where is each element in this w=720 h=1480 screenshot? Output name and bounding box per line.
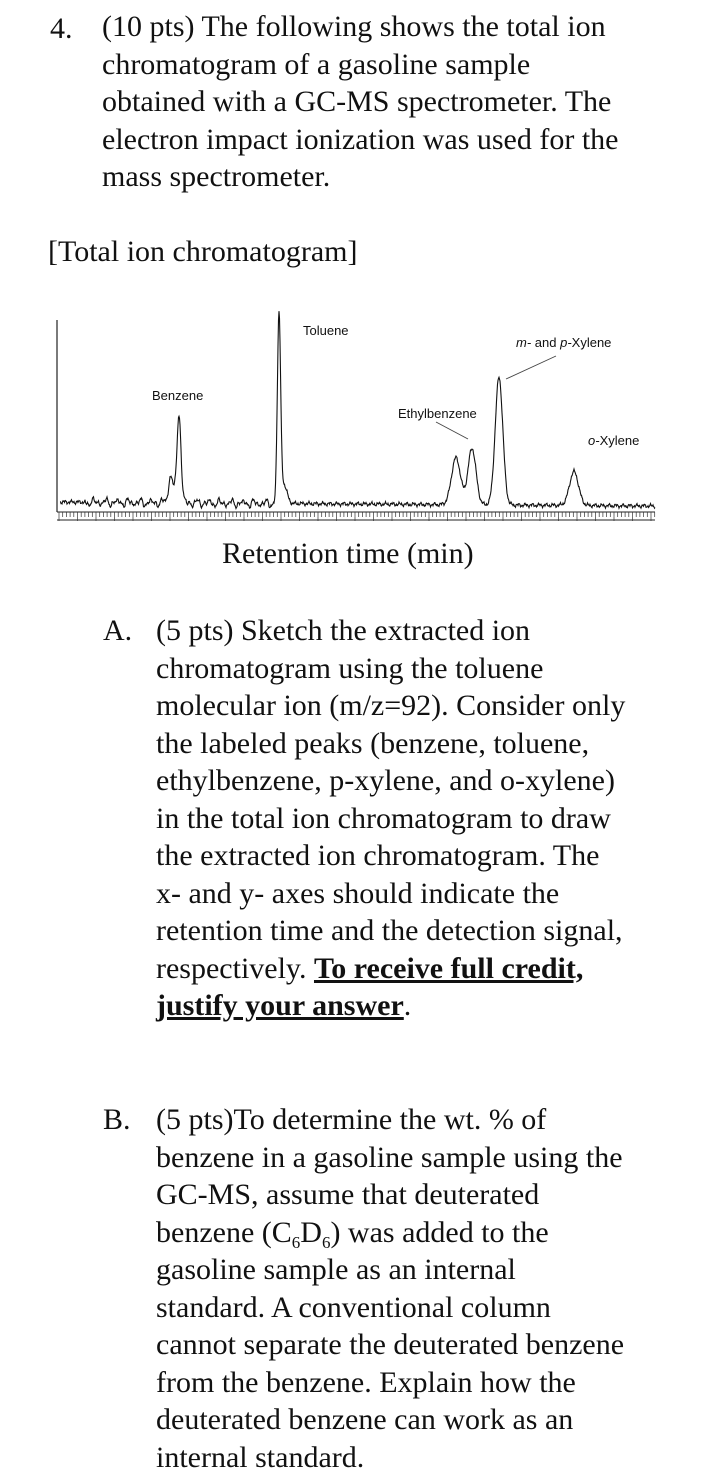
part-b-line: standard. A conventional column	[156, 1290, 551, 1324]
peak-label-p-prefix: p-	[560, 335, 572, 350]
part-a-respectively: respectively.	[156, 951, 314, 985]
part-a-line	[156, 987, 716, 1025]
x-axis-label: Retention time (min)	[222, 537, 474, 570]
part-b-line: cannot separate the deuterated benzene	[156, 1328, 625, 1361]
xylene-leader-line	[506, 356, 556, 379]
peak-label-xylene: Xylene	[571, 335, 612, 350]
justify-answer-note: justify your answer	[156, 989, 404, 1022]
part-a-line: (5 pts) Sketch the extracted ion	[156, 614, 531, 647]
chart-heading: [Total ion chromatogram]	[48, 235, 358, 268]
part-a-line: chromatogram using the toluene	[156, 651, 544, 685]
ethylbenzene-leader-line	[436, 422, 468, 439]
full-credit-note: To receive full credit,	[313, 951, 584, 985]
total-ion-chromatogram	[0, 300, 720, 530]
subscript: 6	[291, 1232, 301, 1252]
question-line: chromatogram of a gasoline sample	[102, 47, 531, 81]
part-b-line: gasoline sample as an internal	[156, 1253, 516, 1286]
part-b-text-fragment: D	[300, 1215, 322, 1249]
question-line: obtained with a GC-MS spectrometer. The	[102, 85, 612, 118]
question-text	[102, 8, 702, 196]
part-a-line: the labeled peaks (benzene, toluene,	[156, 726, 590, 760]
part-b-line: internal standard.	[156, 1440, 365, 1474]
question-number: 4.	[50, 12, 73, 45]
part-b-line: GC-MS, assume that deuterated	[156, 1178, 540, 1211]
part-b-text	[156, 1101, 716, 1476]
part-a-line: in the total ion chromatogram to draw	[156, 801, 611, 835]
peak-label-o-xylene	[588, 433, 639, 448]
question-line: electron impact ionization was used for the	[102, 122, 619, 156]
peak-label-ethylbenzene: Ethylbenzene	[398, 406, 477, 421]
part-a-line: the extracted ion chromatogram. The	[156, 839, 600, 872]
peak-label-benzene: Benzene	[152, 388, 204, 403]
part-b-line: deuterated benzene can work as an	[156, 1403, 574, 1436]
part-b-line: (5 pts)To determine the wt. % of	[156, 1103, 547, 1136]
question-line: (10 pts) The following shows the total ion	[102, 10, 606, 43]
part-a-line: molecular ion (m/z=92). Consider only	[156, 689, 626, 722]
part-a-line: retention time and the detection signal,	[156, 914, 623, 947]
part-a-line	[156, 950, 716, 988]
peak-label-mp-xylene	[516, 335, 611, 350]
part-b-line	[156, 1214, 716, 1252]
part-a-line: x- and y- axes should indicate the	[156, 876, 560, 910]
part-b-line: from the benzene. Explain how the	[156, 1365, 576, 1399]
part-b-text-fragment: ) was added to the	[330, 1215, 549, 1249]
part-b-line: benzene in a gasoline sample using the	[156, 1140, 623, 1174]
part-a-period: .	[403, 989, 412, 1022]
peak-label-toluene: Toluene	[303, 323, 349, 338]
part-a-letter: A.	[103, 614, 133, 647]
peak-label-o-xylene-name: Xylene	[599, 433, 640, 448]
peak-label-o-prefix: o-	[588, 433, 600, 448]
part-a-text	[156, 612, 716, 1025]
question-line: mass spectrometer.	[102, 160, 331, 193]
peak-label-and: and	[531, 335, 561, 350]
peak-label-m-prefix: m-	[516, 335, 532, 350]
subscript: 6	[321, 1232, 331, 1252]
part-b-letter: B.	[103, 1103, 131, 1136]
part-a-line: ethylbenzene, p-xylene, and o-xylene)	[156, 764, 615, 797]
part-b-text-fragment: benzene (C	[156, 1215, 292, 1249]
